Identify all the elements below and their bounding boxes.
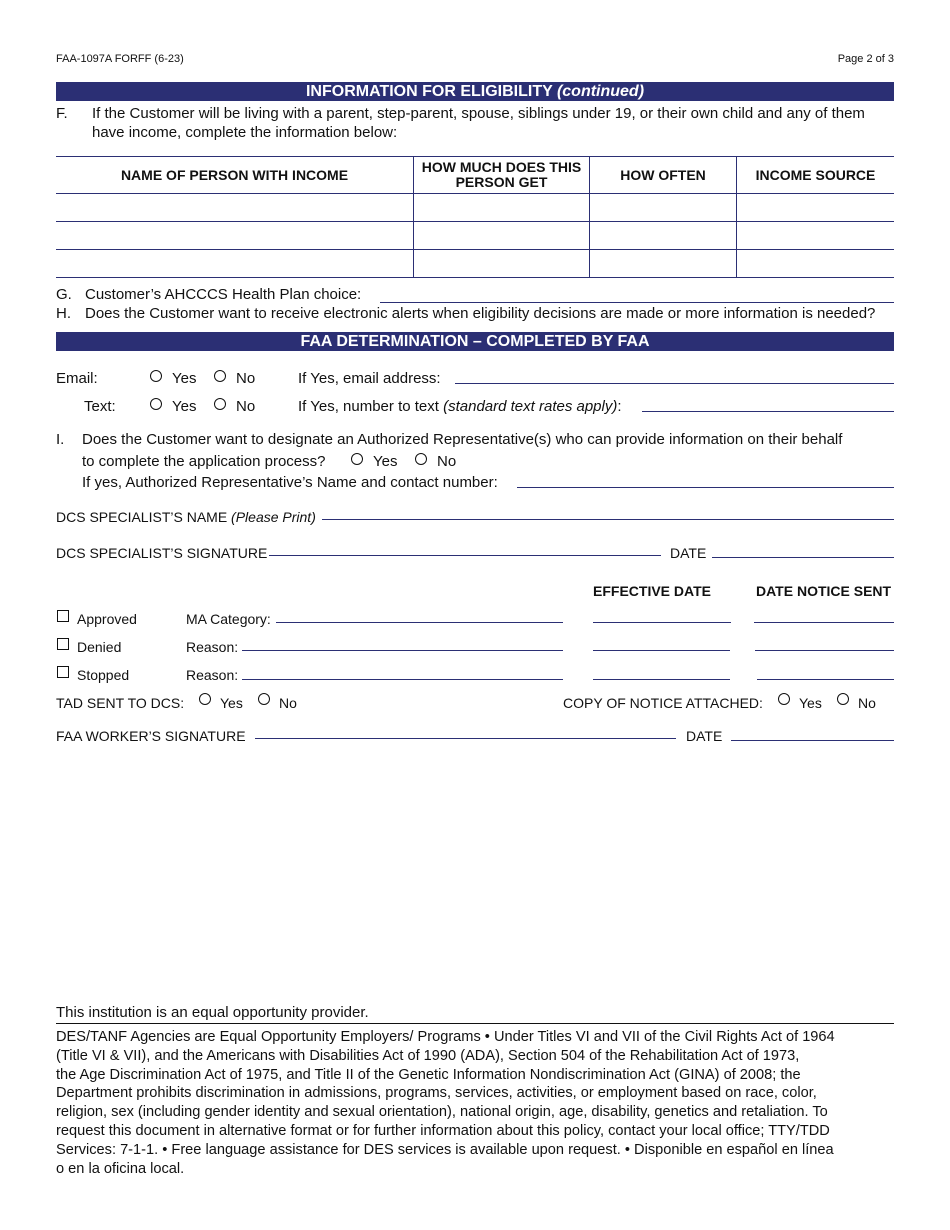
income-row-1-frequency[interactable] (590, 194, 735, 220)
approved-label: Approved (77, 611, 137, 627)
text-no-radio[interactable] (214, 398, 226, 410)
specialist-name-field[interactable] (322, 519, 894, 520)
denied-notice-date-field[interactable] (755, 650, 894, 651)
item-g-label: Customer’s AHCCCS Health Plan choice: (85, 286, 362, 303)
tad-yes-label: Yes (220, 695, 243, 711)
notice-line: the Age Discrimination Act of 1975, and Title II of the Genetic Information Nondiscrimination Act (GINA) of 2008; the (56, 1066, 801, 1083)
text-number-label: If Yes, number to text (standard text rates apply): (298, 398, 622, 415)
tad-yes-radio[interactable] (199, 693, 211, 705)
income-row-2-name[interactable] (57, 222, 412, 248)
auth-rep-contact-field[interactable] (517, 487, 894, 488)
income-row-3-name[interactable] (57, 250, 412, 276)
specialist-date-label: DATE (670, 545, 707, 561)
stopped-reason-field[interactable] (242, 679, 563, 680)
section-title: INFORMATION FOR ELIGIBILITY (305, 83, 553, 100)
col-header-amount: HOW MUCH DOES THIS PERSON GET (421, 159, 582, 190)
approved-effective-date-field[interactable] (593, 622, 731, 623)
copy-notice-yes-label: Yes (799, 695, 822, 711)
faa-worker-date-label: DATE (686, 728, 723, 744)
item-i-letter: I. (56, 431, 65, 448)
income-row-1-source[interactable] (737, 194, 893, 220)
item-g-letter: G. (56, 286, 72, 303)
denied-reason-field[interactable] (242, 650, 563, 651)
denied-checkbox[interactable] (57, 638, 69, 650)
notice-line: Department prohibits discrimination in admissions, programs, services, activities, or employment based on race, color, (56, 1085, 817, 1102)
auth-rep-yes-radio[interactable] (351, 453, 363, 465)
copy-notice-no-label: No (858, 695, 876, 711)
auth-rep-no-label: No (437, 453, 457, 470)
specialist-signature-label: DCS SPECIALIST’S SIGNATURE (56, 545, 268, 561)
income-row-3-source[interactable] (737, 250, 893, 276)
footer-divider (56, 1023, 894, 1024)
income-row-1-amount[interactable] (414, 194, 588, 220)
notice-line: DES/TANF Agencies are Equal Opportunity Employers/ Programs • Under Titles VI and VII of the Civil Rights Act of 1964 (56, 1029, 835, 1045)
approved-notice-date-field[interactable] (754, 622, 894, 623)
copy-notice-label: COPY OF NOTICE ATTACHED: (563, 695, 763, 711)
text-rates-note: (standard text rates apply) (443, 398, 618, 415)
section-header-eligibility (56, 82, 894, 101)
faa-worker-date-field[interactable] (731, 740, 894, 741)
text-yes-radio[interactable] (150, 398, 162, 410)
email-address-field[interactable] (455, 383, 894, 384)
notice-line: o en la oficina local. (56, 1160, 185, 1177)
col-header-source: INCOME SOURCE (755, 167, 876, 183)
form-id: FAA-1097A FORFF (6-23) (56, 53, 184, 65)
email-yes-label: Yes (172, 370, 197, 387)
tad-sent-label: TAD SENT TO DCS: (56, 695, 185, 711)
item-h-letter: H. (56, 305, 71, 322)
tad-no-label: No (279, 695, 297, 711)
section-title-suffix: (continued) (556, 83, 645, 100)
notice-line: (Title VI & VII), and the Americans with Disabilities Act of 1990 (ADA), Section 504 of the Rehabilitation Act of 1973, (56, 1047, 800, 1064)
denied-label: Denied (77, 639, 122, 655)
item-i-line2: to complete the application process? (82, 453, 326, 470)
stopped-effective-date-field[interactable] (593, 679, 730, 680)
text-yes-label: Yes (172, 398, 197, 415)
section-header-determination: FAA DETERMINATION – COMPLETED BY FAA (56, 332, 894, 351)
denied-effective-date-field[interactable] (593, 650, 730, 651)
nondiscrimination-notice (56, 1028, 894, 1178)
text-number-field[interactable] (642, 411, 894, 412)
ma-category-field[interactable] (276, 622, 563, 623)
col-header-frequency: HOW OFTEN (620, 167, 706, 183)
col-header-name: NAME OF PERSON WITH INCOME (120, 167, 349, 183)
copy-notice-yes-radio[interactable] (778, 693, 790, 705)
income-row-3-frequency[interactable] (590, 250, 735, 276)
notice-line: Services: 7-1-1. • Free language assistance for DES services is available upon request. • Disponible en español en línea (56, 1141, 834, 1158)
income-row-1-name[interactable] (57, 194, 412, 220)
health-plan-choice-field[interactable] (380, 302, 894, 303)
notice-line: religion, sex (including gender identity and sexual orientation), national origin, age, disability, genetics and retaliation. To (56, 1104, 828, 1121)
specialist-name-label: DCS SPECIALIST’S NAME (Please Print) (56, 509, 316, 525)
item-i-line1: Does the Customer want to designate an Authorized Representative(s) who can provide information on their behalf (82, 431, 843, 448)
item-f-letter: F. (56, 105, 68, 122)
approved-checkbox[interactable] (57, 610, 69, 622)
text-label: Text: (84, 398, 116, 415)
email-yes-radio[interactable] (150, 370, 162, 382)
auth-rep-contact-label: If yes, Authorized Representative’s Name and contact number: (82, 474, 498, 491)
income-row-3-amount[interactable] (414, 250, 588, 276)
email-address-label: If Yes, email address: (298, 370, 441, 387)
auth-rep-no-radio[interactable] (415, 453, 427, 465)
item-f-line2: have income, complete the information below: (92, 124, 398, 141)
auth-rep-yes-label: Yes (373, 453, 398, 470)
tad-no-radio[interactable] (258, 693, 270, 705)
text-no-label: No (236, 398, 256, 415)
income-row-2-frequency[interactable] (590, 222, 735, 248)
item-h-text: Does the Customer want to receive electronic alerts when eligibility decisions are made or more information is needed? (85, 305, 876, 322)
specialist-signature-field[interactable] (269, 555, 661, 556)
specialist-name-note: (Please Print) (231, 509, 316, 525)
email-no-label: No (236, 370, 256, 387)
income-row-2-source[interactable] (737, 222, 893, 248)
stopped-checkbox[interactable] (57, 666, 69, 678)
denied-reason-label: Reason: (186, 639, 239, 655)
item-f-line1: If the Customer will be living with a parent, step-parent, spouse, siblings under 19, or their own child and any of them (92, 105, 865, 122)
effective-date-header: EFFECTIVE DATE (593, 583, 711, 599)
faa-worker-signature-label: FAA WORKER’S SIGNATURE (56, 728, 246, 744)
specialist-date-field[interactable] (712, 557, 894, 558)
stopped-notice-date-field[interactable] (757, 679, 894, 680)
stopped-reason-label: Reason: (186, 667, 239, 683)
email-no-radio[interactable] (214, 370, 226, 382)
stopped-label: Stopped (77, 667, 130, 683)
income-row-2-amount[interactable] (414, 222, 588, 248)
date-notice-sent-header: DATE NOTICE SENT (756, 583, 892, 599)
copy-notice-no-radio[interactable] (837, 693, 849, 705)
page-number: Page 2 of 3 (837, 53, 894, 65)
email-label: Email: (56, 370, 98, 387)
notice-line: request this document in alternative format or for further information about this policy, contact your local office; TTY/TDD (56, 1122, 830, 1139)
ma-category-label: MA Category: (186, 611, 271, 627)
equal-opportunity-statement: This institution is an equal opportunity provider. (56, 1004, 369, 1021)
faa-worker-signature-field[interactable] (255, 738, 676, 739)
